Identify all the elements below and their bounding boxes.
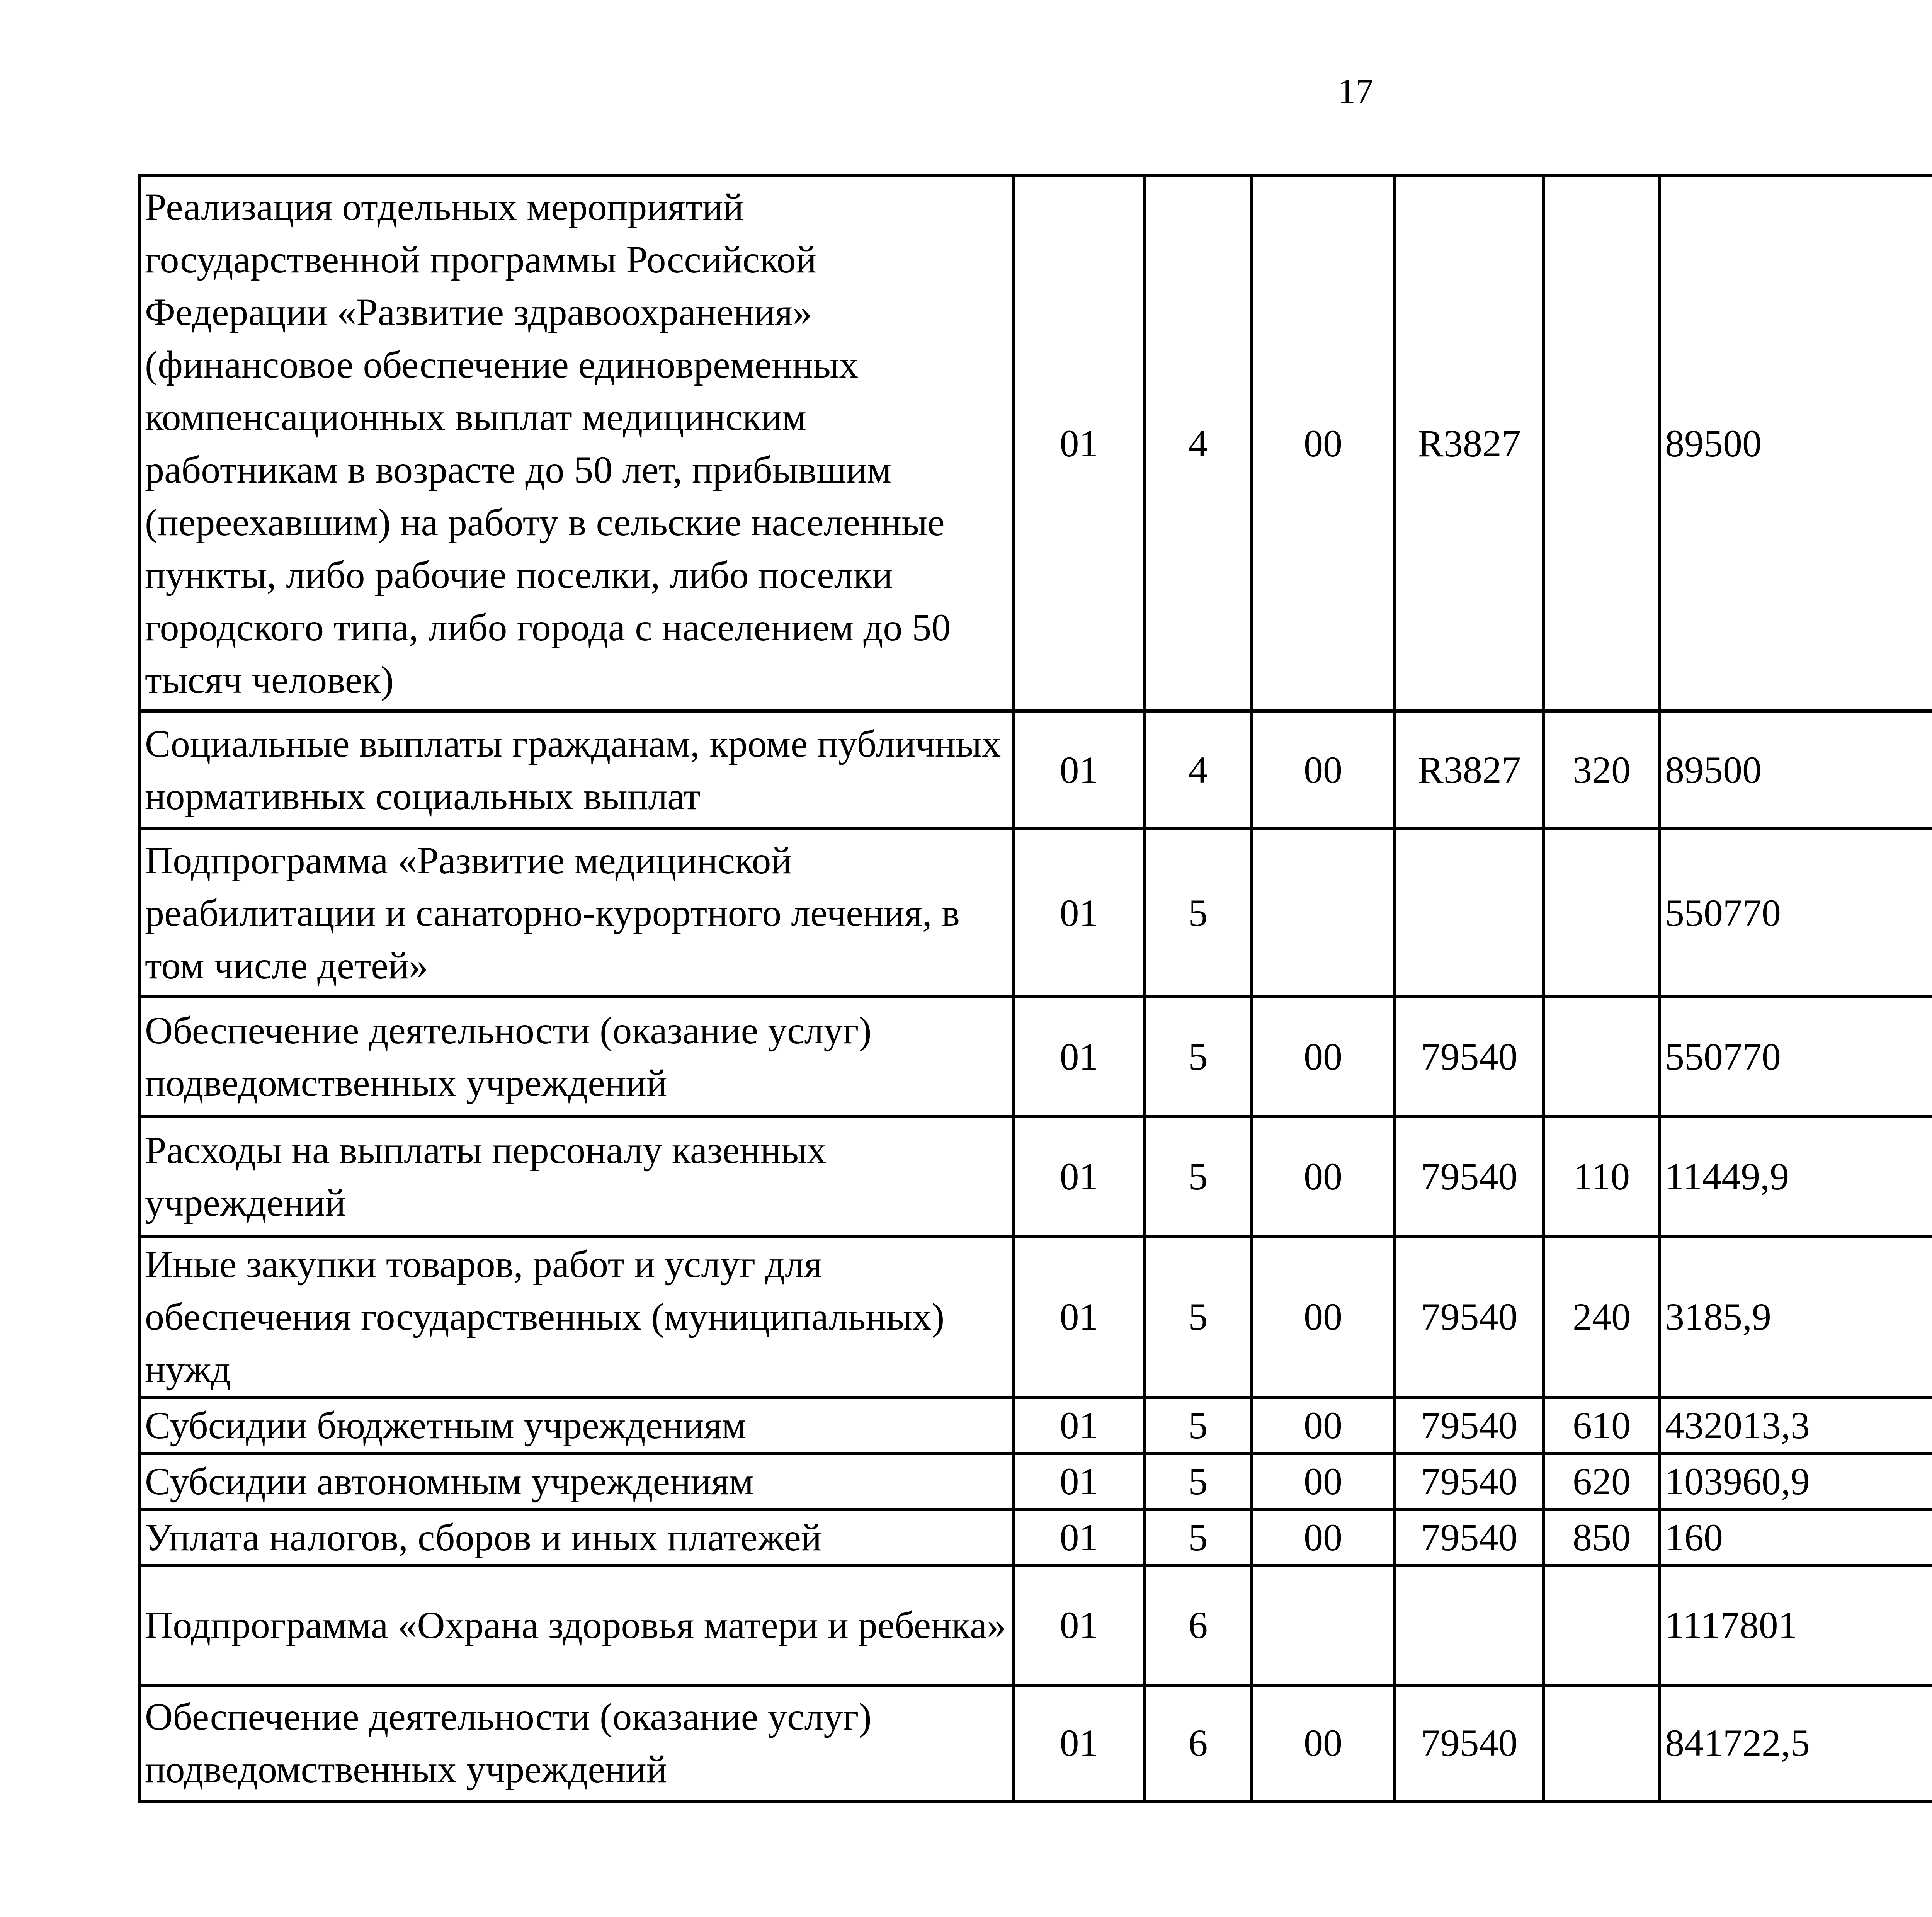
table-row xyxy=(139,997,1932,1117)
expense-type-code: 610 xyxy=(1544,1397,1660,1453)
subprogram-code: 5 xyxy=(1145,1509,1251,1565)
program-code: 01 xyxy=(1013,1397,1145,1453)
row-name: Расходы на выплаты персоналу казенных учреждений xyxy=(139,1117,1013,1237)
program-code: 01 xyxy=(1013,1453,1145,1509)
target-code: 79540 xyxy=(1395,1509,1544,1565)
row-name: Обеспечение деятельности (оказание услуг) подведомственных учреждений xyxy=(139,997,1013,1117)
budget-table xyxy=(138,174,1932,1803)
amount-1: 103960,9 xyxy=(1660,1453,1932,1509)
program-code: 01 xyxy=(1013,829,1145,997)
table-row xyxy=(139,1237,1932,1397)
target-code: 79540 xyxy=(1395,1117,1544,1237)
direction-code: 00 xyxy=(1251,1453,1395,1509)
amount-1: 432013,3 xyxy=(1660,1397,1932,1453)
expense-type-code xyxy=(1544,176,1660,711)
program-code: 01 xyxy=(1013,176,1145,711)
subprogram-code: 4 xyxy=(1145,176,1251,711)
table-row xyxy=(139,711,1932,829)
direction-code: 00 xyxy=(1251,1685,1395,1801)
direction-code: 00 xyxy=(1251,1117,1395,1237)
expense-type-code xyxy=(1544,1685,1660,1801)
amount-1: 550770 xyxy=(1660,997,1932,1117)
program-code: 01 xyxy=(1013,711,1145,829)
program-code: 01 xyxy=(1013,1237,1145,1397)
expense-type-code: 320 xyxy=(1544,711,1660,829)
program-code: 01 xyxy=(1013,1685,1145,1801)
amount-1: 3185,9 xyxy=(1660,1237,1932,1397)
amount-1: 1117801 xyxy=(1660,1565,1932,1685)
direction-code: 00 xyxy=(1251,176,1395,711)
target-code: 79540 xyxy=(1395,997,1544,1117)
expense-type-code: 110 xyxy=(1544,1117,1660,1237)
expense-type-code xyxy=(1544,829,1660,997)
amount-1: 160 xyxy=(1660,1509,1932,1565)
program-code: 01 xyxy=(1013,1509,1145,1565)
table-row xyxy=(139,1453,1932,1509)
target-code xyxy=(1395,1565,1544,1685)
amount-1: 11449,9 xyxy=(1660,1117,1932,1237)
table-row xyxy=(139,1509,1932,1565)
row-name: Субсидии автономным учреждениям xyxy=(139,1453,1013,1509)
row-name: Реализация отдельных мероприятий государственной программы Российской Федерации «Развитие здравоохранения» (финансовое обеспечение единовременных компенсационных выплат медицинским работникам в возрасте до 50 лет, прибывшим (переехавшим) на работу в сельские населенные пункты, либо рабочие поселки, либо поселки городского типа, либо города с населением до 50 тысяч человек) xyxy=(139,176,1013,711)
subprogram-code: 5 xyxy=(1145,1453,1251,1509)
row-name: Обеспечение деятельности (оказание услуг) подведомственных учреждений xyxy=(139,1685,1013,1801)
target-code: 79540 xyxy=(1395,1453,1544,1509)
table-row xyxy=(139,1685,1932,1801)
subprogram-code: 6 xyxy=(1145,1565,1251,1685)
target-code: R3827 xyxy=(1395,711,1544,829)
direction-code xyxy=(1251,1565,1395,1685)
subprogram-code: 4 xyxy=(1145,711,1251,829)
amount-1: 841722,5 xyxy=(1660,1685,1932,1801)
subprogram-code: 5 xyxy=(1145,997,1251,1117)
subprogram-code: 5 xyxy=(1145,1397,1251,1453)
expense-type-code: 620 xyxy=(1544,1453,1660,1509)
expense-type-code xyxy=(1544,1565,1660,1685)
table-row xyxy=(139,1565,1932,1685)
target-code xyxy=(1395,829,1544,997)
subprogram-code: 6 xyxy=(1145,1685,1251,1801)
table-row xyxy=(139,1397,1932,1453)
direction-code: 00 xyxy=(1251,1397,1395,1453)
direction-code: 00 xyxy=(1251,1509,1395,1565)
direction-code: 00 xyxy=(1251,1237,1395,1397)
table-row xyxy=(139,176,1932,711)
direction-code: 00 xyxy=(1251,711,1395,829)
subprogram-code: 5 xyxy=(1145,1117,1251,1237)
amount-1: 89500 xyxy=(1660,176,1932,711)
subprogram-code: 5 xyxy=(1145,1237,1251,1397)
amount-1: 550770 xyxy=(1660,829,1932,997)
amount-1: 89500 xyxy=(1660,711,1932,829)
table-row xyxy=(139,829,1932,997)
program-code: 01 xyxy=(1013,1565,1145,1685)
target-code: 79540 xyxy=(1395,1685,1544,1801)
target-code: R3827 xyxy=(1395,176,1544,711)
expense-type-code xyxy=(1544,997,1660,1117)
expense-type-code: 240 xyxy=(1544,1237,1660,1397)
row-name: Подпрограмма «Развитие медицинской реабилитации и санаторно-курортного лечения, в том числе детей» xyxy=(139,829,1013,997)
direction-code xyxy=(1251,829,1395,997)
row-name: Социальные выплаты гражданам, кроме публичных нормативных социальных выплат xyxy=(139,711,1013,829)
direction-code: 00 xyxy=(1251,997,1395,1117)
program-code: 01 xyxy=(1013,1117,1145,1237)
page-number: 17 xyxy=(1338,71,1373,111)
target-code: 79540 xyxy=(1395,1397,1544,1453)
row-name: Субсидии бюджетным учреждениям xyxy=(139,1397,1013,1453)
program-code: 01 xyxy=(1013,997,1145,1117)
row-name: Уплата налогов, сборов и иных платежей xyxy=(139,1509,1013,1565)
row-name: Подпрограмма «Охрана здоровья матери и ребенка» xyxy=(139,1565,1013,1685)
row-name: Иные закупки товаров, работ и услуг для обеспечения государственных (муниципальных) нужд xyxy=(139,1237,1013,1397)
table-row xyxy=(139,1117,1932,1237)
expense-type-code: 850 xyxy=(1544,1509,1660,1565)
target-code: 79540 xyxy=(1395,1237,1544,1397)
subprogram-code: 5 xyxy=(1145,829,1251,997)
